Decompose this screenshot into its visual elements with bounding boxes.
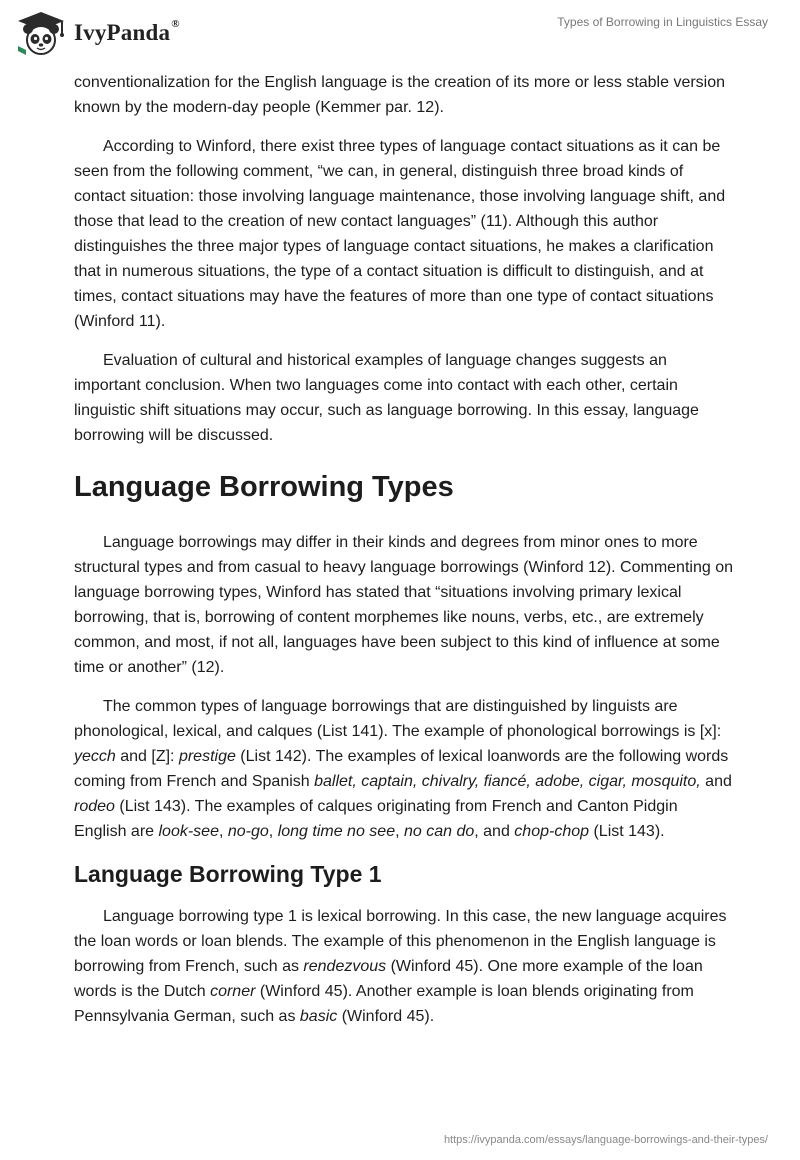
page-header [0, 0, 800, 64]
brand-name: IvyPanda® [74, 18, 180, 45]
section-heading-borrowing-types: Language Borrowing Types [74, 471, 454, 503]
document-title: Types of Borrowing in Linguistics Essay [557, 15, 768, 29]
paragraph-1: conventionalization for the English language is the creation of its more or less stable version known by the modern-day people (Kemmer par. 12). [74, 74, 726, 116]
essay-body [74, 70, 734, 1043]
paragraph-2: According to Winford, there exist three types of language contact situations as it can be seen from the following comment, “we can, in general, distinguish three broad kinds of contact situation: those involving language maintenance, those involving language shift, and those that lead to the creation of new contact languages” (11). Although this author distinguishes the three major types of language contact situations, he makes a clarification that in numerous situations, the type of a contact situation is difficult to distinguish, and at times, contact situations may have the features of more than one type of contact situations (Winford 11). [74, 138, 726, 330]
source-url[interactable]: https://ivypanda.com/essays/language-borrowings-and-their-types/ [443, 1134, 768, 1146]
paragraph-6: Language borrowing type 1 is lexical borrowing. In this case, the new language acquires the loan words or loan blends. The example of this phenomenon in the English language is borrowing from French, such as rendezvous (Winford 45). One more example of the loan words is the Dutch corner (Winford 45). Another example is loan blends originating from Pennsylvania German, such as basic (Winford 45). [74, 908, 727, 1025]
subsection-heading-type-1: Language Borrowing Type 1 [74, 861, 382, 887]
paragraph-5: The common types of language borrowings that are distinguished by linguists are phonological, lexical, and calques (List 141). The example of phonological borrowings is [x]: yecch and [Z]: prestige (List 142). The examples of lexical loanwords are the following words coming from French and Spanish ballet, captain, chivalry, fiancé, adobe, cigar, mosquito, and rodeo (List 143). The examples of calques originating from French and Canton Pidgin English are look-see, no-go, long time no see, no can do, and chop-chop (List 143). [74, 698, 732, 840]
paragraph-3: Evaluation of cultural and historical examples of language changes suggests an important conclusion. When two languages come into contact with each other, certain linguistic shift situations may occur, such as language borrowing. In this essay, language borrowing will be discussed. [74, 352, 699, 444]
brand-logo[interactable] [14, 10, 180, 56]
panda-graduate-icon [14, 10, 68, 56]
paragraph-4: Language borrowings may differ in their kinds and degrees from minor ones to more structural types and from casual to heavy language borrowings (Winford 12). Commenting on language borrowing types, Winford has stated that “situations involving primary lexical borrowing, that is, borrowing of content morphemes like nouns, verbs, etc., are extremely common, and most, if not all, languages have been subject to this kind of influence at some time or another” (12). [74, 534, 733, 676]
